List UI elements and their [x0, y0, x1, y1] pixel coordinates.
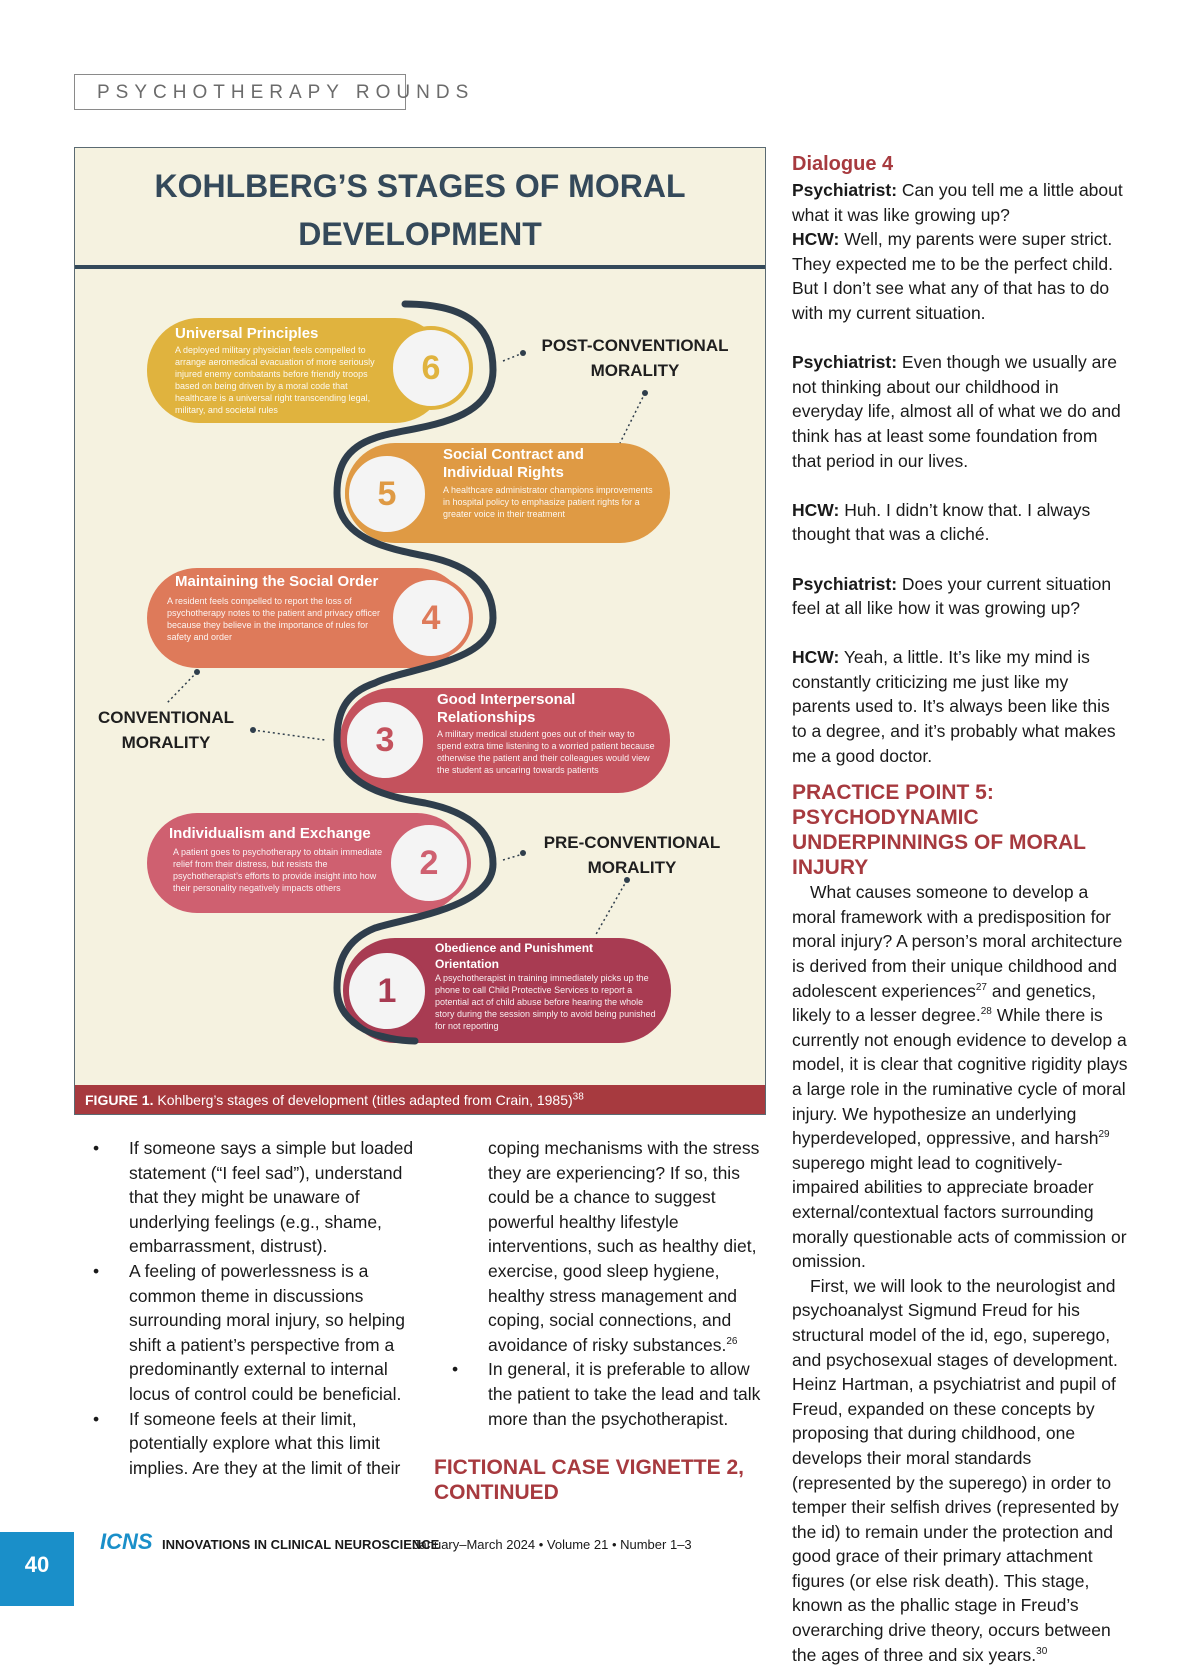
- page-number: 40: [24, 1552, 50, 1577]
- middle-column: [434, 1136, 766, 1505]
- post-conventional-line1: POST-CONVENTIONAL: [541, 336, 729, 355]
- dialogue-line: Psychiatrist: Can you tell me a little about what it was like growing up?: [792, 180, 1123, 225]
- vignette-heading: FICTIONAL CASE VIGNETTE 2, CONTINUED: [434, 1456, 744, 1505]
- connector-post-a: [503, 353, 523, 361]
- dialogue-line: HCW: Well, my parents were super strict. They expected me to be the perfect child. But I don’t see what any of that has to do with my current situation.: [792, 229, 1114, 323]
- dialogue-line: HCW: Yeah, a little. It’s like my mind is constantly criticizing me just like my parents used to. It’s always been like this to a degree, and it’s probably what makes me a good doctor.: [792, 647, 1116, 766]
- connector-dot-post-a: [520, 350, 526, 356]
- pre-conventional-label: [527, 830, 737, 880]
- list-item: • If someone feels at their limit, potentially explore what this limit implies. Are they at the limit of their: [93, 1408, 401, 1478]
- stage-5-description: A healthcare administrator champions improvements in hospital policy to emphasize patient rights for a greater voice in their treatment: [443, 485, 653, 519]
- figure-title-line2: DEVELOPMENT: [298, 216, 542, 252]
- middle-bullet-list: [452, 1357, 766, 1431]
- conventional-line1: CONVENTIONAL: [98, 708, 234, 727]
- stage-2-number: 2: [419, 844, 439, 882]
- stage-3-title-line2: Relationships: [437, 709, 536, 726]
- stage-3-number: 3: [375, 721, 395, 759]
- dialogue-line: Psychiatrist: Does your current situation feel at all like how it was growing up?: [792, 573, 1112, 619]
- connector-post-b: [620, 393, 645, 443]
- dialogue-heading: Dialogue 4: [792, 153, 894, 175]
- journal-logo: ICNS: [100, 1529, 153, 1554]
- figure-kohlberg: [74, 147, 766, 1115]
- connector-conv-b: [167, 672, 197, 703]
- continuation-text: coping mechanisms with the stress they are experiencing? If so, this could be a chance to suggest powerful healthy lifestyle interventions, such as healthy diet, exercise, good sleep hygiene, healthy stress management and coping, social connections, and avoidance of risky substances.$^{26}$: [488, 1138, 760, 1355]
- stage-2-title: Individualism and Exchange: [169, 825, 371, 842]
- post-conventional-label: [530, 333, 740, 383]
- pre-conventional-line2: MORALITY: [587, 858, 677, 877]
- figure-caption: [85, 1092, 584, 1108]
- stage-1-description: A psychotherapist in training immediately picks up the phone to call Child Protective Services to report a potential act of child abuse before hearing the whole story during the session simply to avoid being punished for not reporting: [435, 973, 656, 1031]
- stage-3-description: A military medical student goes out of their way to spend extra time listening to a worried patient because otherwise the patient and their colleagues would view the student as uncaring towards patients: [437, 729, 655, 775]
- page-number-block: [0, 1532, 74, 1606]
- stage-4-description: A resident feels compelled to report the loss of psychotherapy notes to the patient and privacy officer because they believe in the importance of rules for safety and order: [167, 596, 380, 642]
- conventional-label: [81, 705, 251, 755]
- stage-1-title-line1: Obedience and Punishment: [435, 941, 594, 955]
- connector-conv-a: [253, 730, 325, 740]
- connector-pre-a: [503, 854, 523, 860]
- dialogue-line: Psychiatrist: Even though we usually are not thinking about our childhood in everyday life, almost all of what we do and think has at least some foundation from that period in our lives.: [792, 352, 1121, 471]
- stage-1-title-line2: Orientation: [435, 957, 500, 971]
- stage-4-title: Maintaining the Social Order: [175, 573, 379, 590]
- connector-dot-post-b: [642, 390, 648, 396]
- left-bullet-list: [93, 1136, 419, 1480]
- figure-caption-label: FIGURE 1.: [85, 1092, 154, 1108]
- section-header: [74, 74, 475, 110]
- stage-6-title: Universal Principles: [175, 325, 319, 342]
- stage-6-description: A deployed military physician feels compelled to arrange aeromedical evacuation of more seriously injured enemy combatants before friendly troops based on being driven by a moral code that healthcare is a universal right transcending legal, military, and societal rules: [175, 345, 375, 415]
- connector-dot-conv-b: [194, 669, 200, 675]
- figure-caption-bar: [75, 1085, 765, 1115]
- stage-5-number: 5: [377, 475, 397, 513]
- body-paragraph-2: First, we will look to the neurologist and psychoanalyst Sigmund Freud for his structural model of the id, ego, superego, and psychosexual stages of development. Heinz Hartman, a psychiatrist and pupil of Freud, expanded on these concepts by proposing that during childhood, one develops their moral standards (represented by the superego) in order to temper their selfish drives (represented by the id) to remain under the protection and good grace of their primary attachment figures (or else risk death). This stage, known as the phallic stage in Freud’s overarching drive theory, occurs between the ages of three and six years.$^{30}$: [792, 1275, 1119, 1665]
- stage-3-title-line1: Good Interpersonal: [437, 691, 576, 708]
- journal-name: INNOVATIONS IN CLINICAL NEUROSCIENCE: [162, 1537, 440, 1552]
- right-column: [792, 150, 1128, 1667]
- section-title: PSYCHOTHERAPY ROUNDS: [97, 82, 475, 103]
- connector-dot-pre-a: [520, 850, 526, 856]
- stage-4-number: 4: [421, 599, 441, 637]
- stage-6-number: 6: [421, 349, 441, 387]
- conventional-line2: MORALITY: [121, 733, 211, 752]
- stage-5-title-line1: Social Contract and: [443, 446, 584, 463]
- stage-5-title-line2: Individual Rights: [443, 464, 564, 481]
- pre-conventional-line1: PRE-CONVENTIONAL: [543, 833, 721, 852]
- connector-pre-b: [595, 880, 627, 936]
- body-paragraph-1: What causes someone to develop a moral framework with a predisposition for moral injury? A person’s moral architecture is derived from their unique childhood and adolescent experiences$^{27}$ and genetics, likely to a lesser degree.$^{28}$ While there is currently not enough evidence to develop a model, it is clear that cognitive rigidity plays a large role in the ruminative cycle of moral injury. We hypothesize an underlying hyperdeveloped, oppressive, and harsh$^{29}$ superego might lead to cognitively-impaired abilities to appreciate broader external/contextual factors surrounding morally questionable acts of commission or omission.: [792, 882, 1128, 1272]
- stage-1-number: 1: [377, 972, 397, 1010]
- stage-2-description: A patient goes to psychotherapy to obtain immediate relief from their distress, but resists the psychotherapist’s efforts to provide insight into how their personality negatively impacts others: [173, 847, 383, 893]
- list-item: • In general, it is preferable to allow the patient to take the lead and talk more than the psychotherapist.: [452, 1359, 761, 1429]
- dialogue-line: HCW: Huh. I didn’t know that. I always thought that was a cliché.: [792, 499, 1091, 545]
- figure-title-line1: KOHLBERG’S STAGES OF MORAL: [154, 168, 686, 204]
- list-item: • A feeling of powerlessness is a common theme in discussions surrounding moral injury, so helping shift a patient’s perspective from a predominantly external to internal locus of control could be beneficial.: [93, 1260, 405, 1404]
- figure-caption-ref: 38: [572, 1091, 584, 1103]
- list-item: • If someone says a simple but loaded statement (“I feel sad”), understand that they might be unaware of underlying feelings (e.g., shame, embarrassment, distrust).: [93, 1138, 414, 1257]
- post-conventional-line2: MORALITY: [590, 361, 680, 380]
- figure-caption-text: Kohlberg’s stages of development (titles adapted from Crain, 1985): [157, 1092, 573, 1108]
- practice-point-heading: PRACTICE POINT 5: PSYCHODYNAMIC UNDERPINNINGS OF MORAL INJURY: [792, 781, 1086, 880]
- journal-issue: January–March 2024 • Volume 21 • Number 1–3: [413, 1537, 692, 1552]
- left-column: [93, 1136, 419, 1480]
